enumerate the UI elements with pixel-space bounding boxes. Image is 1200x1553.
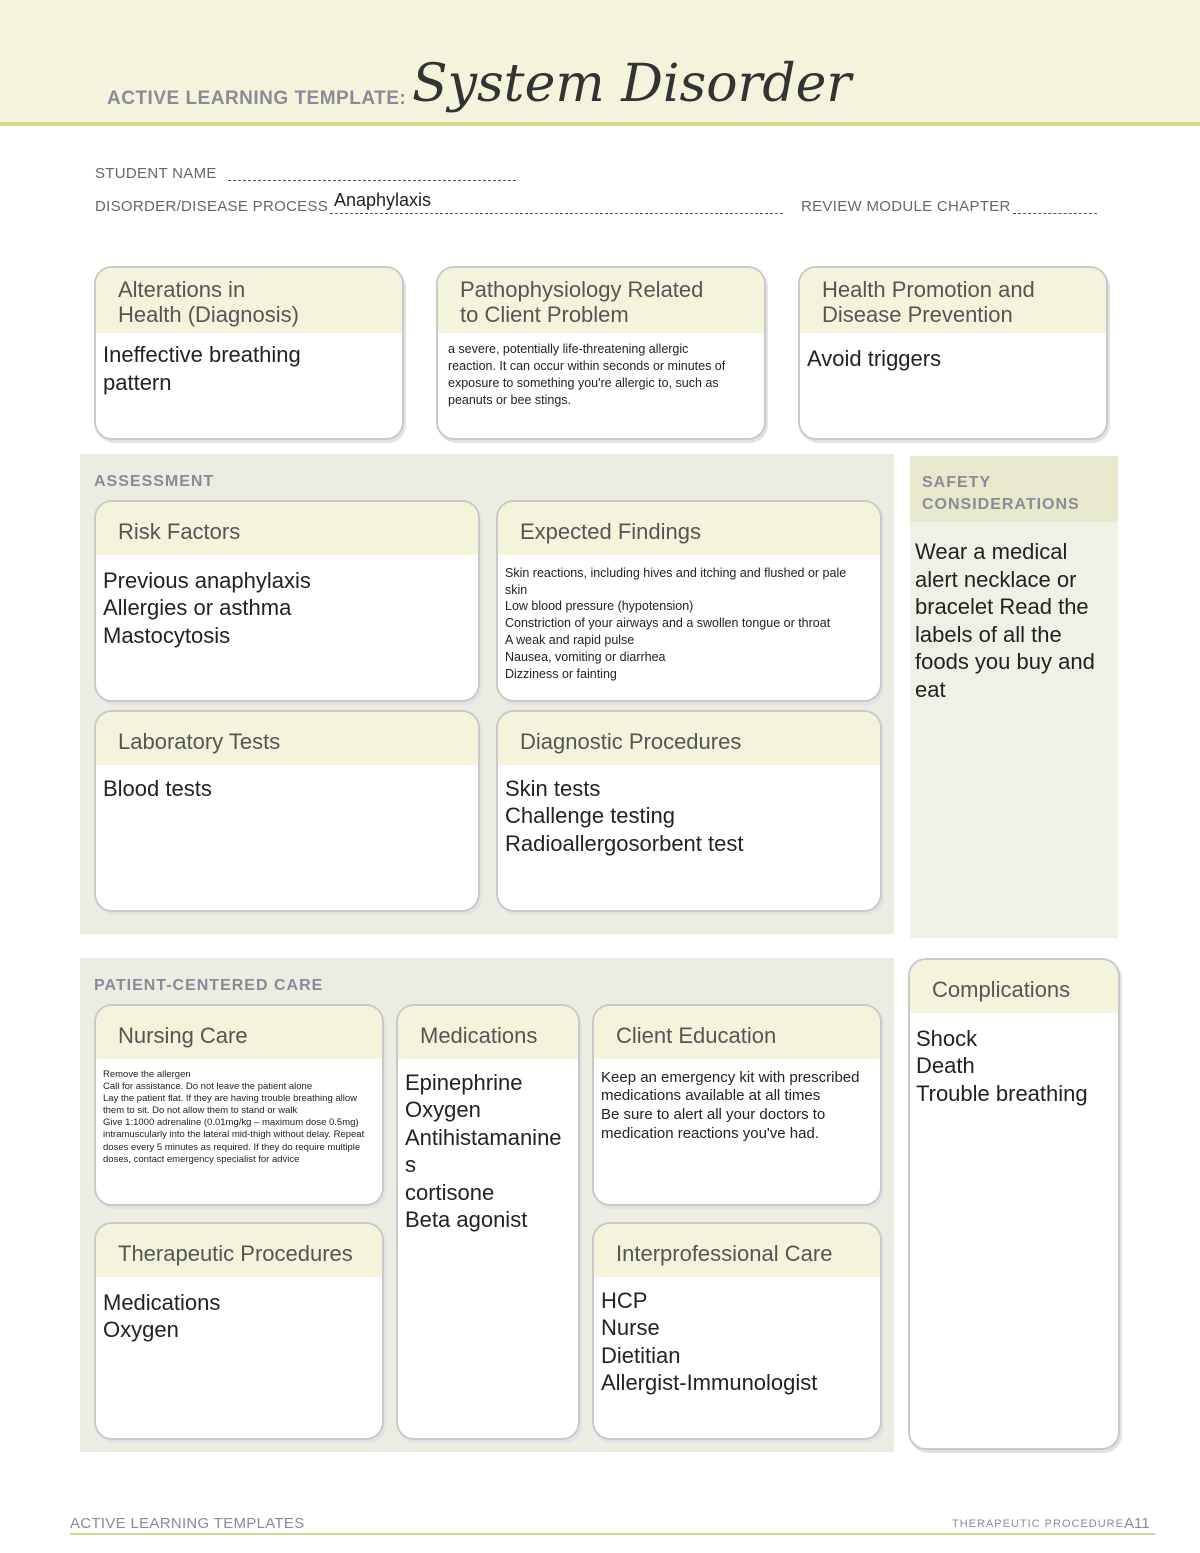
therapeutic-procedure-item: Oxygen [103,1317,179,1343]
diagnostic-procedure-item: Skin tests [505,775,601,801]
interprofessional-care-item: HCP [601,1287,648,1313]
risk-factors-title: Risk Factors [96,502,478,555]
expected-findings-box [496,500,882,702]
template-label: ACTIVE LEARNING TEMPLATE: [107,88,407,109]
nursing-care-item: Lay the patient flat. If they are having trouble breathing allow them to sit. Do not allow them to stand or walk [103,1092,358,1117]
expected-findings-title: Expected Findings [498,502,880,555]
risk-factors-box [94,500,480,702]
complication-item: Death [916,1053,975,1079]
health-promotion-box [798,266,1108,440]
safety-title [922,472,1080,517]
nursing-care-item: Remove the allergen [103,1068,191,1080]
complications-body [910,1013,1118,1116]
laboratory-test-item: Blood tests [103,775,212,801]
medication-item: Antihistamanines [405,1124,562,1178]
expected-finding-item: Skin reactions, including hives and itching and flushed or pale skin [505,565,847,597]
interprofessional-care-box [592,1222,882,1440]
diagnostic-procedure-item: Radioallergosorbent test [505,830,744,856]
safety-body: Wear a medical alert necklace or bracelet Read the labels of all the foods you buy and eat [915,539,1095,702]
alterations-body: Ineffective breathing pattern [103,342,301,395]
therapeutic-procedure-item: Medications [103,1289,221,1315]
header-divider [0,122,1200,126]
expected-finding-item: Low blood pressure (hypotension) [505,599,694,614]
footer-right: THERAPEUTIC PROCEDURE [952,1518,1124,1530]
patient-centered-care-title: PATIENT-CENTERED CARE [94,977,324,994]
expected-findings-body [498,555,868,691]
complications-box [908,958,1120,1450]
disorder-value: Anaphylaxis [334,190,432,210]
client-education-body [594,1059,871,1152]
diagnostic-procedure-item: Challenge testing [505,803,676,829]
medications-body [398,1059,578,1242]
medications-title: Medications [398,1006,578,1059]
risk-factor-item: Previous anaphylaxis [103,567,311,593]
medication-item: Oxygen [405,1097,481,1123]
interprofessional-care-item: Nurse [601,1315,660,1341]
client-education-box [592,1004,882,1206]
medications-box [396,1004,580,1440]
pathophysiology-body: a severe, potentially life-threatening allergic reaction. It can occur within seconds or minutes of exposure to something you're allergic to, such as peanuts or bee stings. [448,342,726,407]
safety-title-line2: CONSIDERATIONS [922,496,1080,514]
pathophysiology-title-line2: to Client Problem [460,301,629,327]
assessment-title: ASSESSMENT [94,473,215,490]
pathophysiology-title-line1: Pathophysiology Related [460,277,704,302]
diagnostic-procedures-box [496,710,882,912]
nursing-care-body [96,1059,379,1174]
expected-finding-item: Constriction of your airways and a swollen tongue or throat [505,616,831,631]
complication-item: Trouble breathing [916,1080,1088,1106]
health-promotion-title-line2: Disease Prevention [822,301,1013,327]
alterations-in-health-box [94,266,404,440]
client-education-item: Keep an emergency kit with prescribed medications available at all times [601,1068,860,1105]
risk-factor-item: Mastocytosis [103,622,231,648]
medication-item: Beta agonist [405,1207,528,1233]
health-promotion-header [800,268,1106,333]
therapeutic-procedures-box [94,1222,384,1440]
laboratory-tests-box [94,710,480,912]
laboratory-tests-body [96,765,478,811]
disorder-label: DISORDER/DISEASE PROCESS [95,198,329,215]
footer-left: ACTIVE LEARNING TEMPLATES [70,1515,305,1532]
interprofessional-care-title: Interprofessional Care [594,1224,880,1277]
expected-finding-item: Dizziness or fainting [505,666,617,681]
interprofessional-care-item: Dietitian [601,1342,681,1368]
alterations-title-line2: Health (Diagnosis) [118,301,299,327]
pathophysiology-header [438,268,764,333]
page-number: A11 [1124,1515,1150,1532]
risk-factor-item: Allergies or asthma [103,595,292,621]
expected-finding-item: A weak and rapid pulse [505,633,635,648]
pathophysiology-box [436,266,766,440]
interprofessional-care-item: Allergist-Immunologist [601,1370,818,1396]
laboratory-tests-title: Laboratory Tests [96,712,478,765]
medication-item: cortisone [405,1179,495,1205]
health-promotion-title-line1: Health Promotion and [822,277,1035,302]
nursing-care-box [94,1004,384,1206]
nursing-care-item: Give 1:1000 adrenaline (0.01mg/kg – maximum dose 0.5mg) intramuscularly into the lateral mid-thigh without delay. Repeat doses every 5 minutes as required. If they do require multiple doses, contact emergency specialist for advice [103,1117,365,1165]
client-education-title: Client Education [594,1006,880,1059]
therapeutic-procedures-body [96,1277,382,1352]
footer-divider [70,1533,1155,1535]
safety-title-line1: SAFETY [922,474,992,491]
alterations-header [96,268,402,333]
health-promotion-body: Avoid triggers [807,346,942,372]
expected-finding-item: Nausea, vomiting or diarrhea [505,650,666,664]
diagnostic-procedures-body [498,765,880,866]
review-module-label: REVIEW MODULE CHAPTER [801,198,1011,215]
diagnostic-procedures-title: Diagnostic Procedures [498,712,880,765]
disorder-field[interactable] [330,213,783,214]
template-title: System Disorder [412,54,852,114]
interprofessional-care-body [594,1277,880,1405]
student-name-field[interactable] [228,180,516,181]
therapeutic-procedures-title: Therapeutic Procedures [96,1224,382,1277]
risk-factors-body [96,555,478,658]
review-module-field[interactable] [1013,213,1097,214]
nursing-care-title: Nursing Care [96,1006,382,1059]
nursing-care-item: Call for assistance. Do not leave the patient alone [103,1080,313,1092]
complication-item: Shock [916,1025,978,1051]
complications-title: Complications [910,960,1118,1013]
alterations-title-line1: Alterations in [118,277,246,302]
student-name-label: STUDENT NAME [95,165,217,182]
client-education-item: Be sure to alert all your doctors to medication reactions you've had. [601,1106,826,1142]
medication-item: Epinephrine [405,1069,523,1095]
